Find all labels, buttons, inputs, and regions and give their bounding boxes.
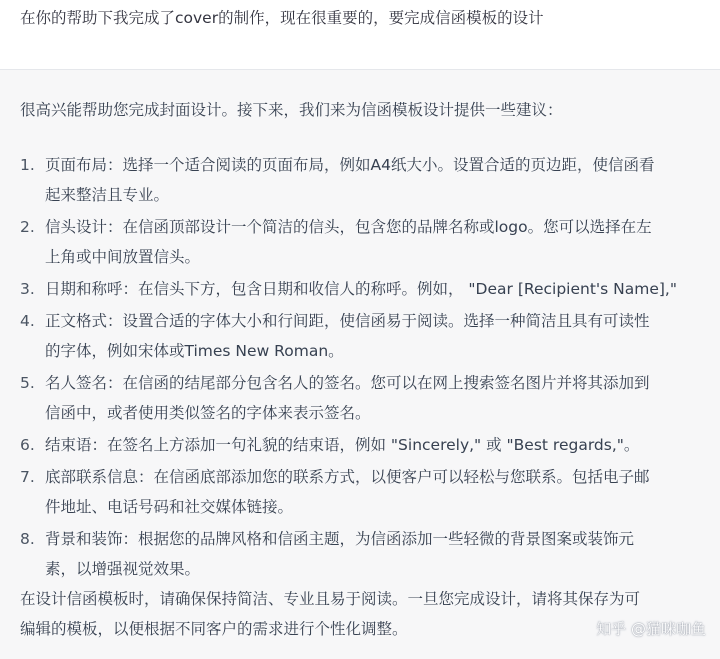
list-item-number: 8. <box>20 530 35 548</box>
outro-text: 编辑的模板，以便根据不同客户的需求进行个性化调整。 <box>20 620 408 638</box>
list-item-text: 的字体，例如宋体或Times New Roman。 <box>45 342 344 360</box>
list-item-text: 信函中，或者使用类似签名的字体来表示签名。 <box>45 404 371 422</box>
list-item-number: 5. <box>20 374 35 392</box>
list-item-text: 上角或中间放置信头。 <box>45 248 201 266</box>
assistant-outro <box>20 584 640 644</box>
list-item-text: 日期和称呼：在信头下方，包含日期和收信人的称呼。例如， "Dear [Recipient's Name]," <box>45 280 677 298</box>
list-item-text: 页面布局：选择一个适合阅读的页面布局，例如A4纸大小。设置合适的页边距，使信函看 <box>45 156 655 174</box>
list-item-text: 信头设计：在信函顶部设计一个简洁的信头，包含您的品牌名称或logo。您可以选择在左 <box>45 218 652 236</box>
list-item-text: 正文格式：设置合适的字体大小和行间距，使信函易于阅读。选择一种简洁且具有可读性 <box>45 312 650 330</box>
list-item <box>20 274 710 304</box>
outro-text: 在设计信函模板时，请确保保持简洁、专业且易于阅读。一旦您完成设计，请将其保存为可 <box>20 590 641 608</box>
list-item-text: 名人签名：在信函的结尾部分包含名人的签名。您可以在网上搜索签名图片并将其添加到 <box>45 374 650 392</box>
assistant-message <box>0 70 720 659</box>
list-item-text: 结束语：在签名上方添加一句礼貌的结束语，例如 "Sincerely," 或 "Best regards,"。 <box>45 436 640 454</box>
list-item <box>20 462 710 522</box>
suggestion-list <box>20 150 710 586</box>
list-item <box>20 212 710 272</box>
list-item-text: 素，以增强视觉效果。 <box>45 560 201 578</box>
list-item <box>20 524 710 584</box>
list-item-number: 4. <box>20 312 35 330</box>
list-item-text: 起来整洁且专业。 <box>45 186 170 204</box>
list-item-number: 2. <box>20 218 35 236</box>
list-item <box>20 150 710 210</box>
list-item-number: 3. <box>20 280 35 298</box>
list-item <box>20 306 710 366</box>
list-item-text: 件地址、电话号码和社交媒体链接。 <box>45 498 294 516</box>
watermark: 知乎 @猫咪咖鱼 <box>596 620 706 638</box>
list-item-number: 7. <box>20 468 35 486</box>
user-message <box>0 0 720 70</box>
user-message-text: 在你的帮助下我完成了cover的制作，现在很重要的，要完成信函模板的设计 <box>20 9 544 27</box>
list-item-number: 1. <box>20 156 35 174</box>
list-item-text: 背景和装饰：根据您的品牌风格和信函主题，为信函添加一些轻微的背景图案或装饰元 <box>45 530 635 548</box>
list-item-text: 底部联系信息：在信函底部添加您的联系方式，以便客户可以轻松与您联系。包括电子邮 <box>45 468 650 486</box>
assistant-intro: 很高兴能帮助您完成封面设计。接下来，我们来为信函模板设计提供一些建议： <box>20 101 563 119</box>
list-item <box>20 430 710 460</box>
list-item-number: 6. <box>20 436 35 454</box>
list-item <box>20 368 710 428</box>
